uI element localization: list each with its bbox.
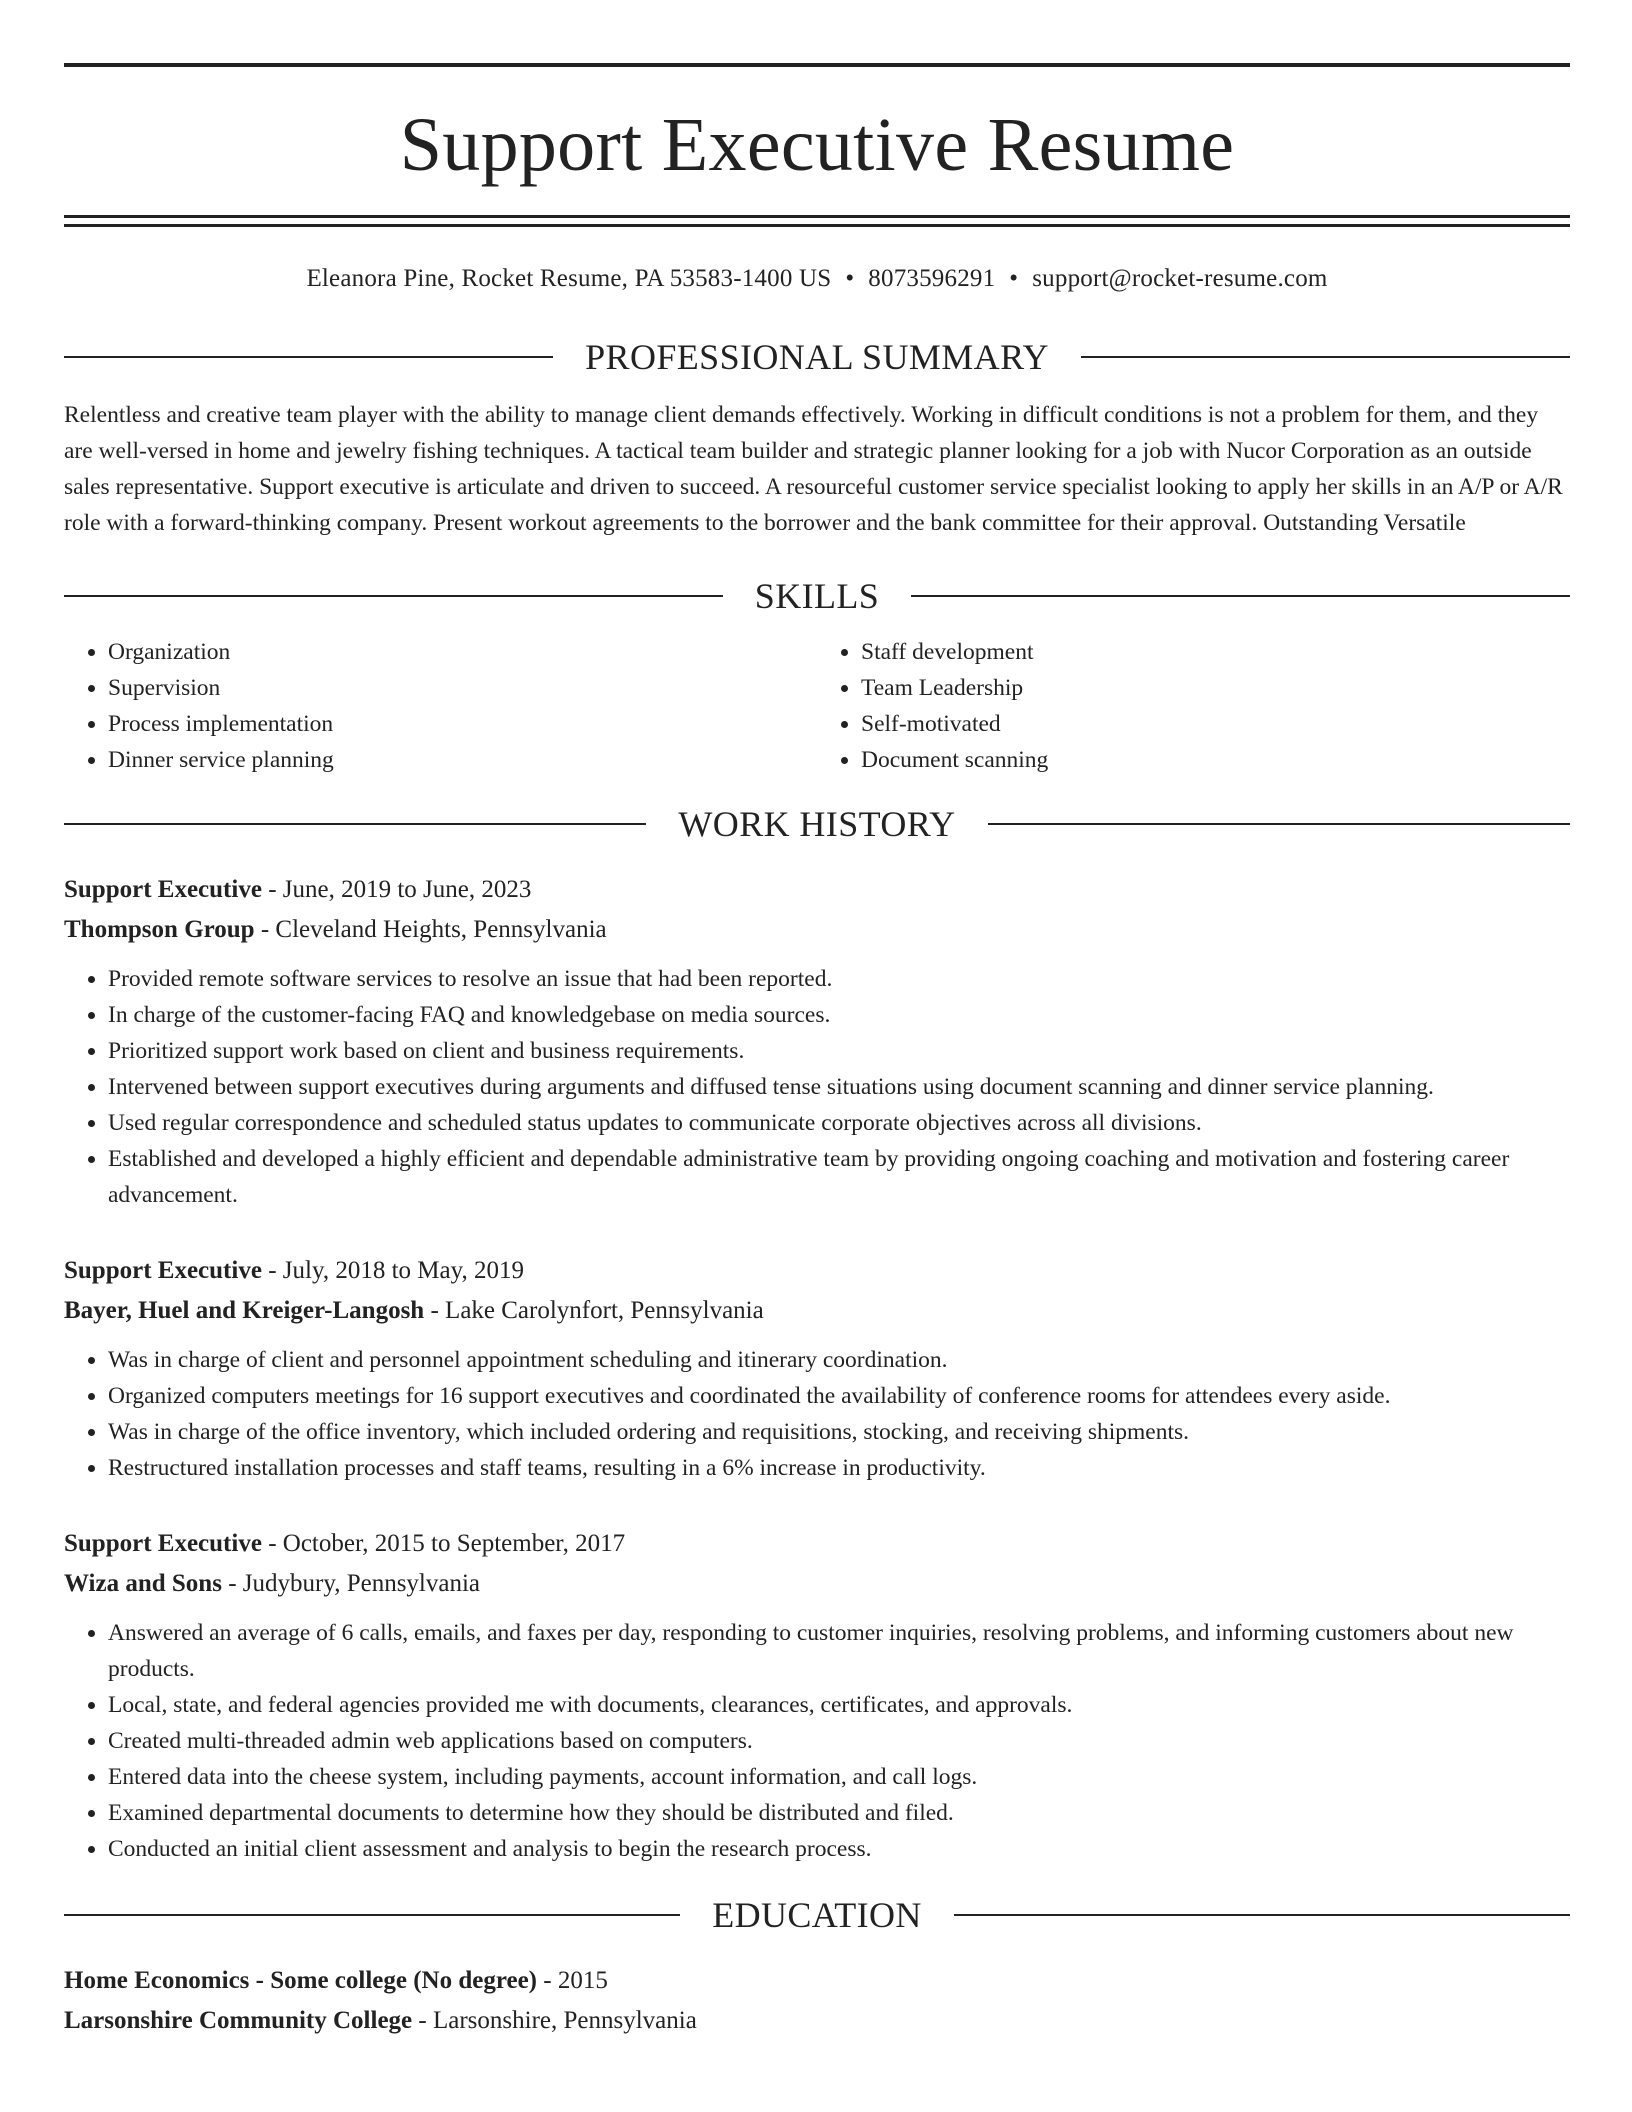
job-duty: • Established and developed a highly efficient and dependable administrative team by providing ongoing coaching and motivation and fostering career advancement.: [108, 1141, 1570, 1213]
education-degree: Home Economics - Some college (No degree): [64, 1967, 538, 1994]
job-duty: • Organized computers meetings for 16 support executives and coordinated the availability of conference rooms for attendees every aside.: [108, 1378, 1570, 1414]
education-school-line: [64, 2001, 1570, 2041]
skills-column-right: [817, 634, 1570, 778]
education-school: Larsonshire Community College: [64, 2007, 413, 2034]
job-location: - Cleveland Heights, Pennsylvania: [254, 916, 607, 943]
job-duty: • Provided remote software services to resolve an issue that had been reported.: [108, 961, 1570, 997]
job-duty: • Local, state, and federal agencies provided me with documents, clearances, certificates, and approvals.: [108, 1687, 1570, 1723]
job-title: Support Executive: [64, 1257, 262, 1284]
education-entry: [64, 1961, 1570, 2041]
summary-text: Relentless and creative team player with the ability to manage client demands effectively. Working in difficult conditions is not a problem for them, and they are well-versed in home and jewelry fishing techniques. A tactical team builder and strategic planner looking for a job with Nucor Corporation as an outside sales representative. Support executive is articulate and driven to succeed. A resourceful customer service specialist looking to apply her skills in an A/P or A/R role with a forward-thinking company. Present workout agreements to the borrower and the bank committee for their approval. Outstanding Versatile: [64, 402, 1563, 536]
heading-rule: [988, 823, 1570, 825]
contact-line: [64, 264, 1570, 294]
job-title-line: [64, 1524, 1570, 1564]
job-duty: • Entered data into the cheese system, including payments, account information, and call logs.: [108, 1759, 1570, 1795]
job-duties: [64, 1615, 1570, 1867]
skills-column-left: [64, 634, 817, 778]
job-company-line: [64, 1291, 1570, 1331]
skill-item: • Staff development: [861, 634, 1570, 670]
section-title: SKILLS: [754, 576, 880, 616]
job-duty: • Created multi-threaded admin web applications based on computers.: [108, 1723, 1570, 1759]
heading-rule: [954, 1914, 1570, 1916]
resume-page: [64, 0, 1570, 2041]
contact-phone: 8073596291: [868, 265, 996, 292]
skills-list: [64, 634, 1570, 778]
job-duty: • Examined departmental documents to determine how they should be distributed and filed.: [108, 1795, 1570, 1831]
section-title: WORK HISTORY: [678, 804, 956, 844]
job-location: - Lake Carolynfort, Pennsylvania: [424, 1297, 764, 1324]
heading-rule: [64, 1914, 680, 1916]
contact-separator: •: [845, 265, 855, 292]
skill-item: • Organization: [108, 634, 817, 670]
education-location: - Larsonshire, Pennsylvania: [412, 2007, 697, 2034]
skill-item: • Supervision: [108, 670, 817, 706]
skill-item: • Document scanning: [861, 742, 1570, 778]
skill-item: • Process implementation: [108, 706, 817, 742]
job-location: - Judybury, Pennsylvania: [221, 1570, 481, 1597]
section-heading-skills: [64, 576, 1570, 616]
section-heading-education: [64, 1895, 1570, 1935]
heading-rule: [911, 595, 1570, 597]
job-duty: • Was in charge of client and personnel appointment scheduling and itinerary coordination.: [108, 1342, 1570, 1378]
section-title: EDUCATION: [712, 1895, 922, 1935]
contact-address: Eleanora Pine, Rocket Resume, PA 53583-1400 US: [306, 265, 832, 292]
skill-item: • Self-motivated: [861, 706, 1570, 742]
page-title: Support Executive Resume: [399, 103, 1235, 187]
job-duty: • Was in charge of the office inventory, which included ordering and requisitions, stocking, and receiving shipments.: [108, 1414, 1570, 1450]
education-year: - 2015: [537, 1967, 608, 1994]
top-rule: [64, 63, 1570, 67]
skill-item: • Dinner service planning: [108, 742, 817, 778]
job-title-line: [64, 1251, 1570, 1291]
job-entry: [64, 1251, 1570, 1486]
job-duties: [64, 1342, 1570, 1486]
heading-rule: [1081, 356, 1570, 358]
job-company-line: [64, 1564, 1570, 1604]
job-company: Wiza and Sons: [64, 1570, 222, 1597]
job-company: Thompson Group: [64, 916, 255, 943]
job-title-line: [64, 870, 1570, 910]
section-heading-summary: [64, 337, 1570, 377]
job-company: Bayer, Huel and Kreiger-Langosh: [64, 1297, 425, 1324]
job-duty: • Conducted an initial client assessment and analysis to begin the research process.: [108, 1831, 1570, 1867]
job-dates: - June, 2019 to June, 2023: [261, 876, 532, 903]
job-duty: • Restructured installation processes and staff teams, resulting in a 6% increase in productivity.: [108, 1450, 1570, 1486]
job-dates: - July, 2018 to May, 2019: [261, 1257, 524, 1284]
contact-email: support@rocket-resume.com: [1032, 265, 1328, 292]
heading-rule: [64, 356, 553, 358]
contact-separator: •: [1009, 265, 1019, 292]
section-title: PROFESSIONAL SUMMARY: [585, 337, 1049, 377]
job-duty: • Prioritized support work based on client and business requirements.: [108, 1033, 1570, 1069]
job-entry: [64, 870, 1570, 1213]
title-double-rule: [64, 215, 1570, 227]
job-duty: • Intervened between support executives during arguments and diffused tense situations using document scanning and dinner service planning.: [108, 1069, 1570, 1105]
job-duty: • In charge of the customer-facing FAQ and knowledgebase on media sources.: [108, 997, 1570, 1033]
education-degree-line: [64, 1961, 1570, 2001]
heading-rule: [64, 595, 723, 597]
job-title: Support Executive: [64, 876, 262, 903]
skill-item: • Team Leadership: [861, 670, 1570, 706]
job-company-line: [64, 910, 1570, 950]
job-dates: - October, 2015 to September, 2017: [261, 1530, 626, 1557]
job-duties: [64, 961, 1570, 1213]
heading-rule: [64, 823, 646, 825]
job-duty: • Answered an average of 6 calls, emails, and faxes per day, responding to customer inquiries, resolving problems, and informing customers about new products.: [108, 1615, 1570, 1687]
section-heading-work-history: [64, 804, 1570, 844]
job-title: Support Executive: [64, 1530, 262, 1557]
job-entry: [64, 1524, 1570, 1867]
job-duty: • Used regular correspondence and scheduled status updates to communicate corporate objectives across all divisions.: [108, 1105, 1570, 1141]
